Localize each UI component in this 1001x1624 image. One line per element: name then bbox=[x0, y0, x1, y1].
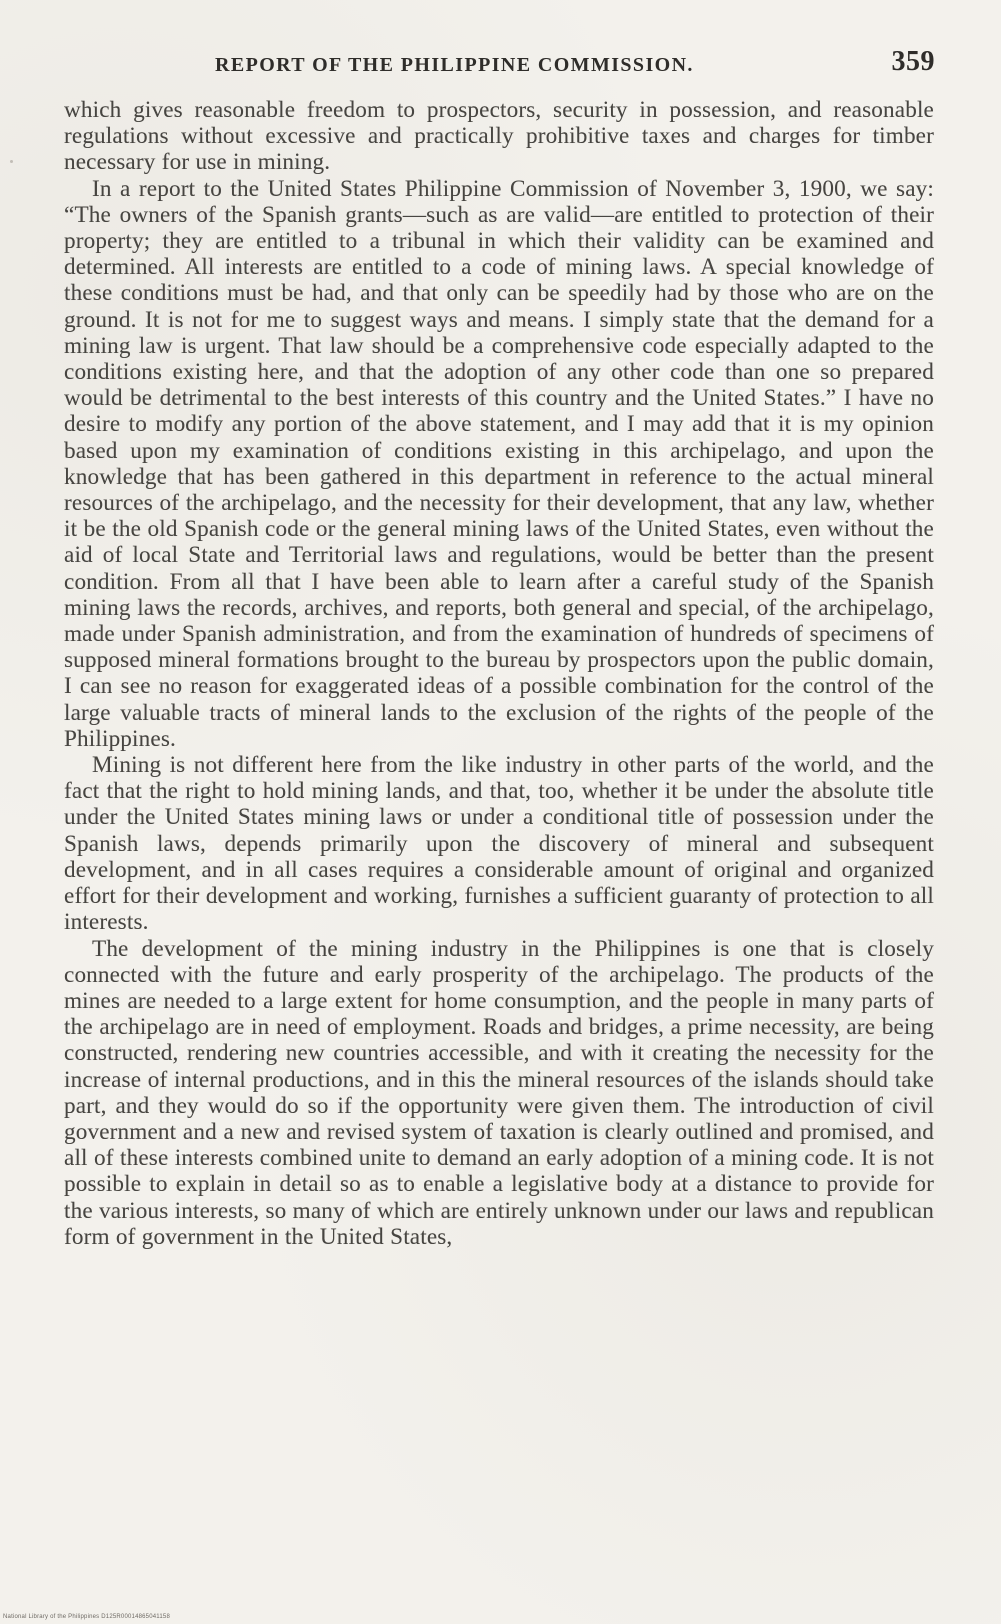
body-text bbox=[64, 97, 934, 1250]
running-header bbox=[215, 46, 935, 86]
paragraph-3: Mining is not different here from the like industry in other parts of the world, and the fact that the right to hold mining lands, and that, too, whether it be under the absolute title under the United States mining laws or under a conditional title of possession under the Spanish laws, depends primarily upon the discovery of mineral and subsequent development, and in all cases requires a considerable amount of original and organized effort for their development and working, furnishes a sufficient guaranty of protection to all interests. bbox=[64, 752, 934, 936]
footer-credit: National Library of the Philippines D125R00014865041158 bbox=[3, 1614, 170, 1620]
paragraph-4: The development of the mining industry in the Philippines is one that is closely connected with the future and early prosperity of the archipelago. The products of the mines are needed to a large extent for home consumption, and the people in many parts of the archipelago are in need of employment. Roads and bridges, a prime necessity, are being constructed, rendering new countries accessible, and with it creating the necessity for the increase of internal productions, and in this the mineral resources of the islands should take part, and they would do so if the opportunity were given them. The introduction of civil government and a new and revised system of taxation is clearly outlined and promised, and all of these interests combined unite to demand an early adoption of a mining code. It is not possible to explain in detail so as to enable a legislative body at a distance to provide for the various interests, so many of which are entirely unknown under our laws and republican form of government in the United States, bbox=[64, 935, 934, 1250]
paragraph-1: which gives reasonable freedom to prospectors, security in possession, and reasonable regulations without excessive and practically prohibitive taxes and charges for timber necessary for use in mining. bbox=[64, 97, 934, 176]
running-title: REPORT OF THE PHILIPPINE COMMISSION. bbox=[215, 54, 694, 76]
page-number: 359 bbox=[891, 46, 935, 77]
scan-speck bbox=[10, 160, 13, 163]
paragraph-2: In a report to the United States Philippine Commission of November 3, 1900, we say: “The owners of the Spanish grants—such as are valid—are entitled to protection of their property; they are entitled to a tribunal in which their validity can be examined and determined. All interests are entitled to a code of mining laws. A special knowledge of these conditions must be had, and that only can be speedily had by those who are on the ground. It is not for me to suggest ways and means. I simply state that the demand for a mining law is urgent. That law should be a comprehensive code especially adapted to the conditions existing here, and that the adoption of any other code than one so prepared would be detrimental to the best interests of this country and the United States.” I have no desire to modify any portion of the above statement, and I may add that it is my opinion based upon my examination of conditions existing in this archipelago, and upon the knowledge that has been gathered in this department in reference to the actual mineral resources of the archipelago, and the necessity for their development, that any law, whether it be the old Spanish code or the general mining laws of the United States, even without the aid of local State and Territorial laws and regulations, would be better than the present condition. From all that I have been able to learn after a careful study of the Spanish mining laws the records, archives, and reports, both general and special, of the archipelago, made under Spanish administration, and from the examination of hundreds of specimens of supposed mineral formations brought to the bureau by prospectors upon the public domain, I can see no reason for exaggerated ideas of a possible combination for the control of the large valuable tracts of mineral lands to the exclusion of the rights of the people of the Philippines. bbox=[64, 175, 934, 752]
